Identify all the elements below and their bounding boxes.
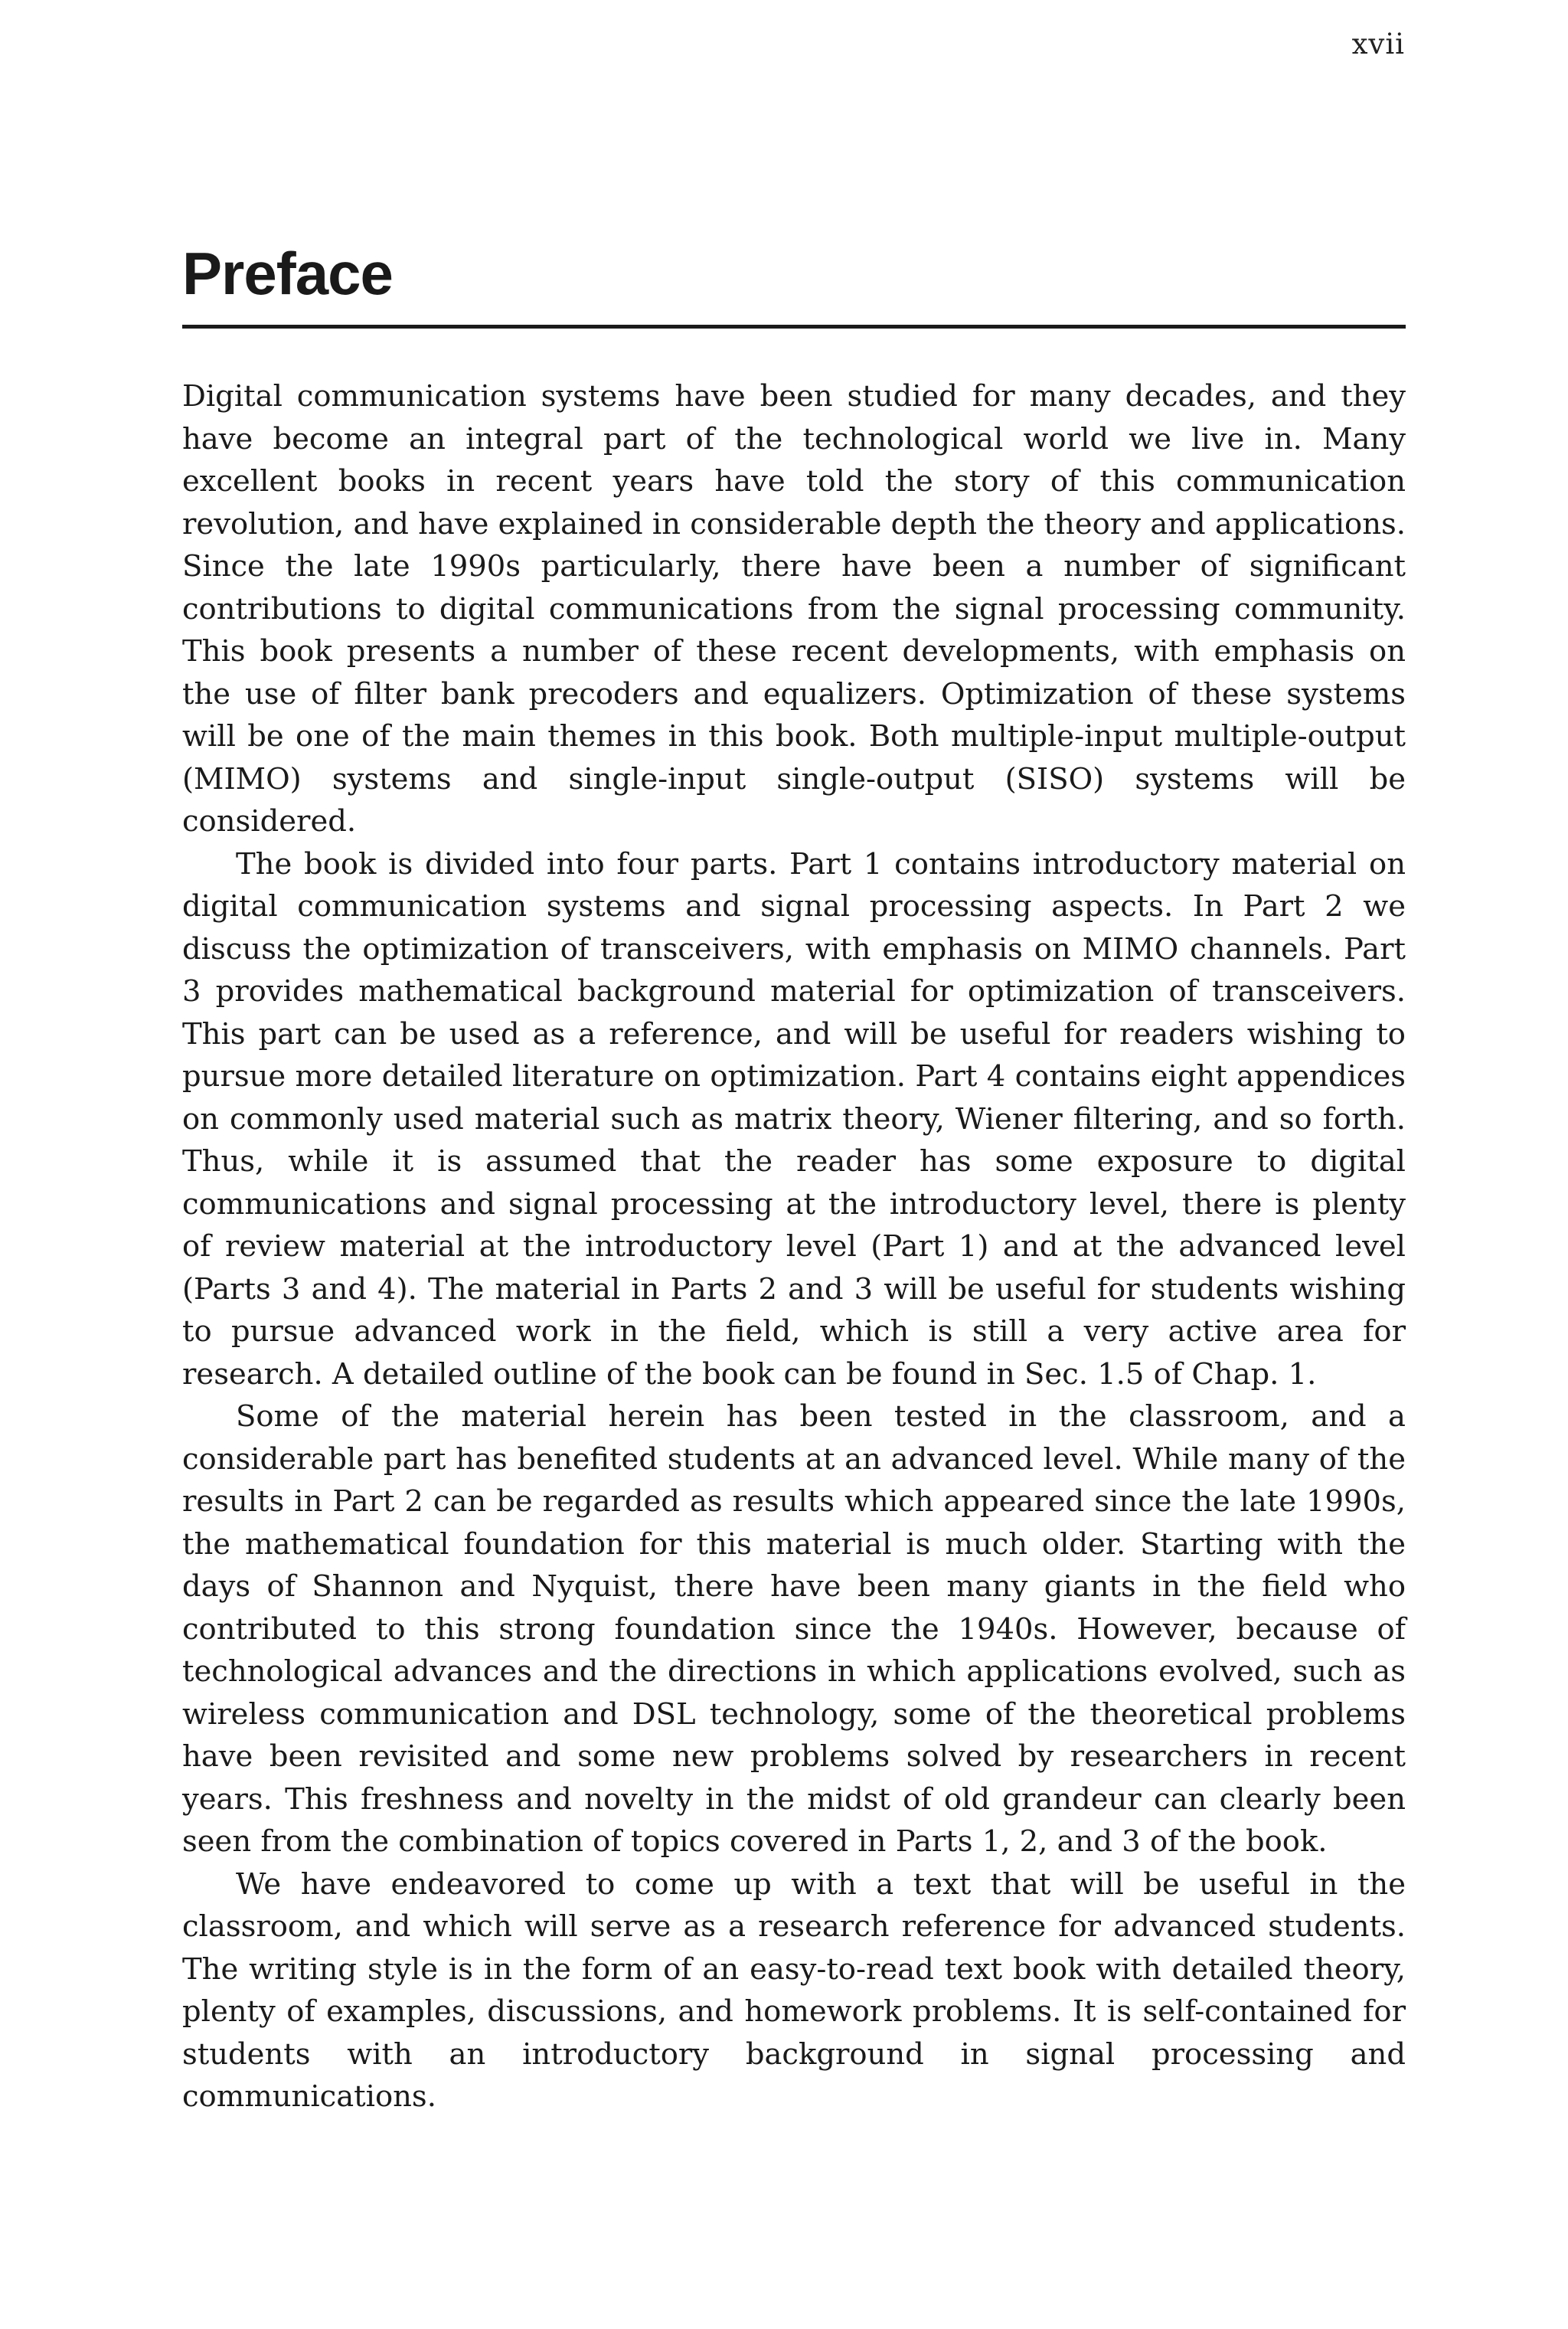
paragraph-1: Digital communication systems have been studied for many decades, and they have become an integral part of the technological world we live in. Many excellent books in recent years have told the story of this communication revolution, and have explained in considerable depth the theory and applications. Since the late 1990s particularly, there have been a number of significant contributions to digital communications from the signal processing community. This book presents a number of these recent developments, with emphasis on the use of filter bank precoders and equalizers. Optimization of these systems will be one of the main themes in this book. Both multiple-input multiple-output (MIMO) systems and single-input single-output (SISO) systems will be considered. [182, 379, 1406, 839]
title-rule [182, 325, 1406, 329]
preface-body [182, 375, 1406, 2118]
paragraph-2: The book is divided into four parts. Part 1 contains introductory material on digital communication systems and signal processing aspects. In Part 2 we discuss the optimization of transceivers, with emphasis on MIMO channels. Part 3 provides mathematical background material for optimization of transceivers. This part can be used as a reference, and will be useful for readers wishing to pursue more detailed literature on optimization. Part 4 contains eight appendices on commonly used material such as matrix theory, Wiener filtering, and so forth. Thus, while it is assumed that the reader has some exposure to digital communications and signal processing at the introductory level, there is plenty of review material at the introductory level (Part 1) and at the advanced level (Parts 3 and 4). The material in Parts 2 and 3 will be useful for students wishing to pursue advanced work in the field, which is still a very active area for research. A detailed outline of the book can be found in Sec. 1.5 of Chap. 1. [182, 846, 1406, 1392]
paragraph-3: Some of the material herein has been tested in the classroom, and a considerable part has benefited students at an advanced level. While many of the results in Part 2 can be regarded as results which appeared since the late 1990s, the mathematical foundation for this material is much older. Starting with the days of Shannon and Nyquist, there have been many giants in the field who contributed to this strong foundation since the 1940s. However, because of technological advances and the directions in which applications evolved, such as wireless communication and DSL technology, some of the theoretical problems have been revisited and some new problems solved by researchers in recent years. This freshness and novelty in the midst of old grandeur can clearly been seen from the combination of topics covered in Parts 1, 2, and 3 of the book. [182, 1399, 1406, 1859]
page-number: xvii [1351, 28, 1405, 61]
chapter-title: Preface [182, 240, 393, 307]
paragraph-4: We have endeavored to come up with a text that will be useful in the classroom, and which will serve as a research reference for advanced students. The writing style is in the form of an easy-to-read text book with detailed theory, plenty of examples, discussions, and homework problems. It is self-contained for students with an introductory background in signal processing and communications. [182, 1866, 1406, 2114]
